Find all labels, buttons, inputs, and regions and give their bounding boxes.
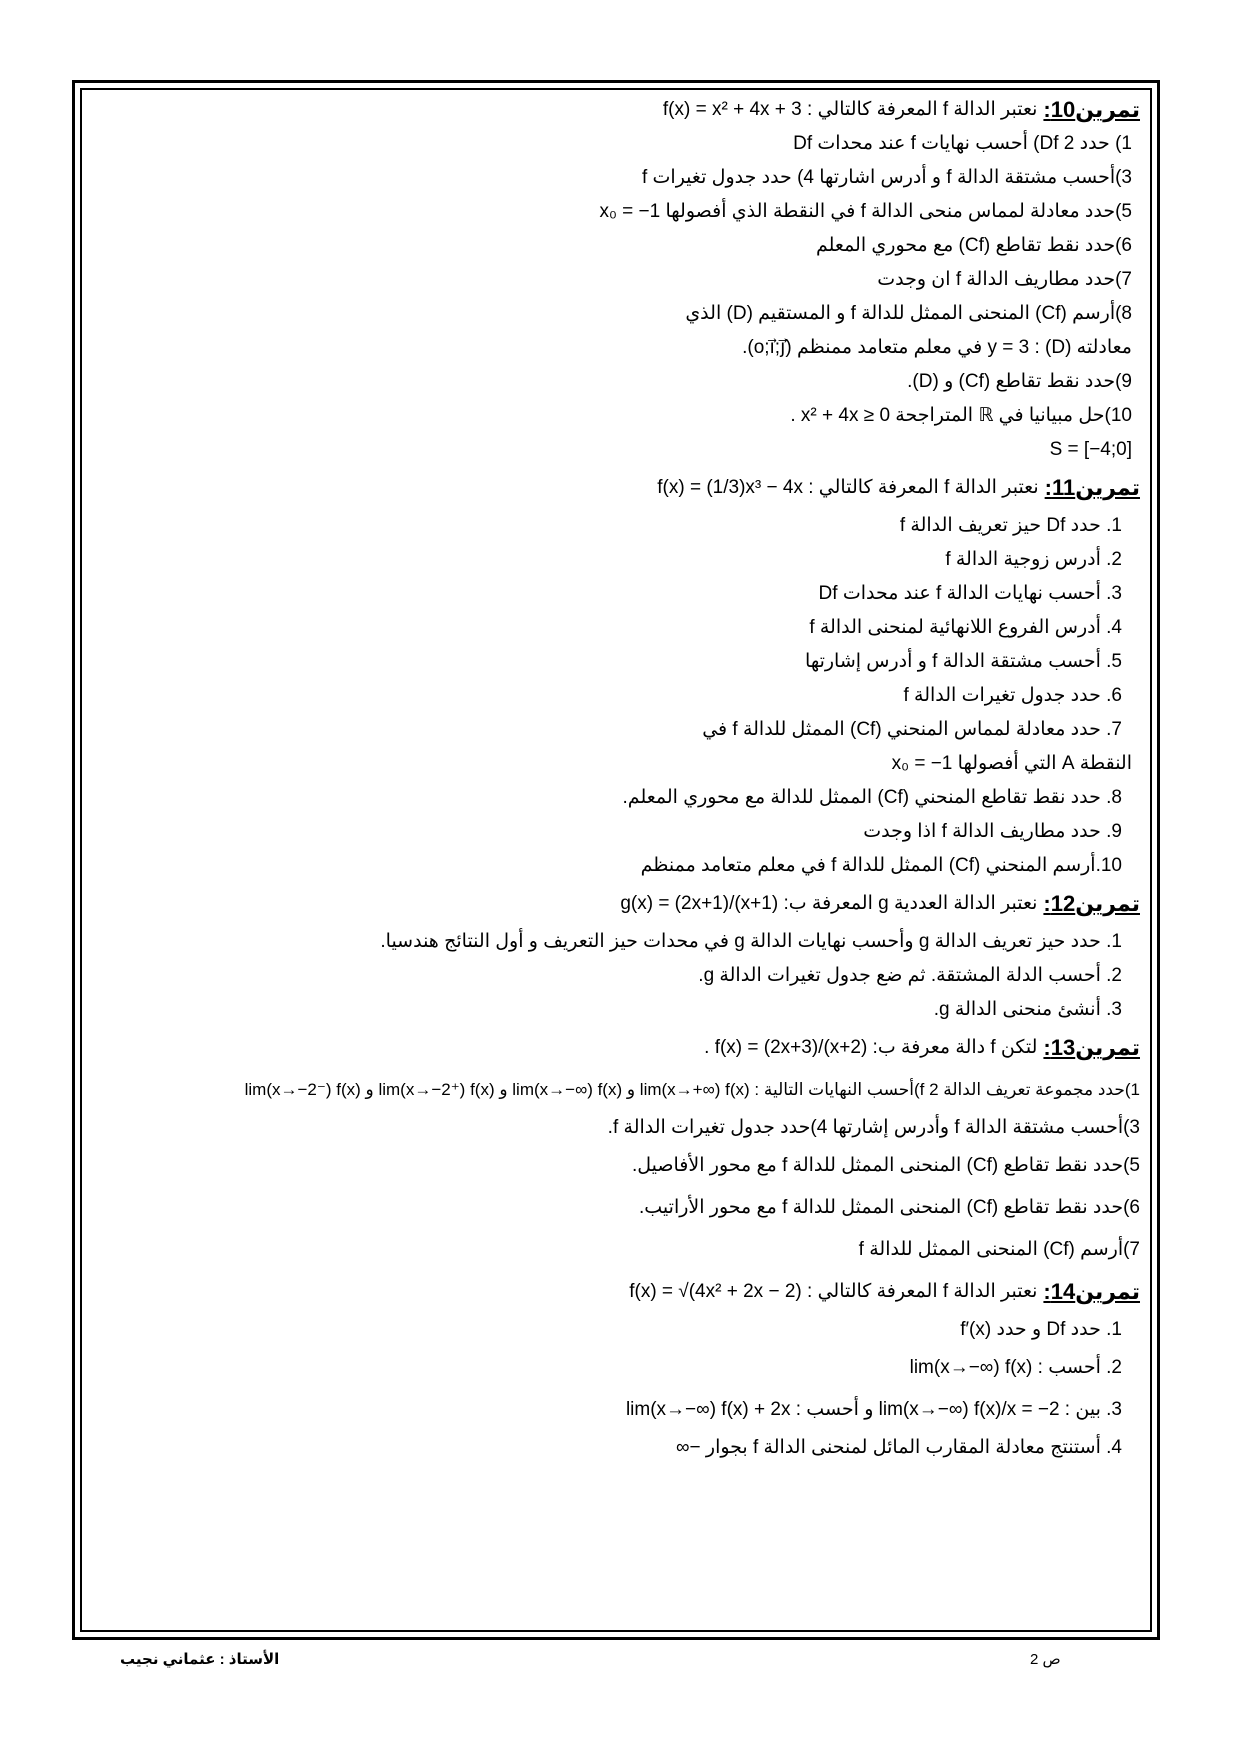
exercise-line: 6)حدد نقط تقاطع (Cf) المنحنى الممثل للدالة f مع محور الأراتيب. [638, 1196, 1140, 1218]
exercise-line: 3)أحسب مشتقة الدالة f و أدرس اشارتها 4) حدد جدول تغيرات f [641, 166, 1132, 188]
exercise-line: نعتبر الدالة f المعرفة كالتالي : f(x) = x² + 4x + 3 [662, 98, 1038, 120]
exercise-line: 7)حدد مطاريف الدالة f ان وجدت [877, 268, 1132, 290]
exercise-line: 1. حدد Df حيز تعريف الدالة f [899, 514, 1122, 536]
exercise-line: 6. حدد جدول تغيرات الدالة f [903, 684, 1122, 706]
exercise-line: 3. بين : lim(x→−∞) f(x)/x = −2 و أحسب : lim(x→−∞) f(x) + 2x [625, 1398, 1122, 1420]
exercise-header [100, 882, 1140, 924]
exercise-14 [100, 1270, 1140, 1464]
footer-author: الأستاذ : عثماني نجيب [120, 1651, 280, 1668]
exercise-line: 4. أدرس الفروع اللانهائية لمنحنى الدالة f [809, 616, 1122, 638]
exercise-line: 1) حدد Df 2) أحسب نهايات f عند محدات Df [793, 132, 1132, 154]
exercise-line: النقطة A التي أفصولها x₀ = −1 [891, 752, 1132, 774]
exercise-line: 8. حدد نقط تقاطع المنحني (Cf) الممثل للدالة مع محوري المعلم. [622, 786, 1122, 808]
exercise-line: 9. حدد مطاريف الدالة f اذا وجدت [863, 820, 1122, 842]
exercise-header [100, 92, 1140, 126]
solution-set: S = [−4;0] [1049, 438, 1132, 460]
exercise-line: 2. أدرس زوجية الدالة f [945, 548, 1122, 570]
exercise-line: 1. حدد Df و حدد f′(x) [960, 1318, 1122, 1340]
exercise-line: نعتبر الدالة f المعرفة كالتالي : f(x) = (1/3)x³ − 4x [657, 476, 1039, 498]
exercise-title: تمرين12: [1043, 890, 1140, 916]
exercise-line: 5)حدد معادلة لمماس منحى الدالة f في النقطة الذي أفصولها x₀ = −1 [599, 200, 1132, 222]
footer-page-number: ص 2 [1030, 1651, 1061, 1668]
exercise-line: 3)أحسب مشتقة الدالة f وأدرس إشارتها 4)حدد جدول تغيرات الدالة f. [607, 1116, 1140, 1138]
exercise-line: 1)حدد مجموعة تعريف الدالة f 2)أحسب النهايات التالية : lim(x→+∞) f(x) و lim(x→−∞) f(x) و lim(x→−2⁺) f(x) و lim(x→−2⁻) f(x) [244, 1079, 1140, 1099]
exercise-line: 2. أحسب الدلة المشتقة. ثم ضع جدول تغيرات الدالة g. [698, 964, 1122, 986]
exercise-title: تمرين10: [1043, 96, 1140, 122]
exercise-line: لتكن f دالة معرفة ب: f(x) = (2x+3)/(x+2) . [704, 1036, 1038, 1058]
exercise-line: 5. أحسب مشتقة الدالة f و أدرس إشارتها [805, 650, 1122, 672]
exercise-10 [100, 92, 1140, 466]
exercise-line: 8)أرسم (Cf) المنحنى الممثل للدالة f و المستقيم (D) الذي [685, 302, 1132, 324]
exercise-header [100, 1270, 1140, 1312]
exercise-line: 5)حدد نقط تقاطع (Cf) المنحنى الممثل للدالة f مع محور الأفاصيل. [631, 1154, 1140, 1176]
exercise-sheet [100, 92, 1140, 1464]
exercise-line: 9)حدد نقط تقاطع (Cf) و (D). [907, 370, 1132, 392]
exercise-line: 10)حل مبيانيا في ℝ المتراجحة x² + 4x ≥ 0 . [790, 404, 1132, 426]
exercise-title: تمرين13: [1043, 1034, 1140, 1060]
exercise-13 [100, 1026, 1140, 1270]
exercise-header [100, 1026, 1140, 1068]
exercise-line: 2. أحسب : lim(x→−∞) f(x) [909, 1356, 1122, 1378]
exercise-line: 3. أحسب نهايات الدالة f عند محدات Df [818, 582, 1122, 604]
exercise-title: تمرين14: [1043, 1278, 1140, 1304]
exercise-line: 3. أنشئ منحنى الدالة g. [933, 998, 1122, 1020]
exercise-header [100, 466, 1140, 508]
exercise-11 [100, 466, 1140, 882]
exercise-line: نعتبر الدالة العددية g المعرفة ب: g(x) = (2x+1)/(x+1) [620, 892, 1038, 914]
exercise-12 [100, 882, 1140, 1026]
exercise-line: نعتبر الدالة f المعرفة كالتالي : f(x) = √(4x² + 2x − 2) [629, 1280, 1038, 1302]
exercise-line: 7. حدد معادلة لمماس المنحني (Cf) الممثل للدالة f في [702, 718, 1122, 740]
exercise-line: 10.أرسم المنحني (Cf) الممثل للدالة f في معلم متعامد ممنظم [640, 854, 1122, 876]
exercise-title: تمرين11: [1044, 474, 1140, 500]
exercise-line: 1. حدد حيز تعريف الدالة g وأحسب نهايات الدالة g في محدات حيز التعريف و أول النتائج هندسيا. [380, 930, 1122, 952]
exercise-line: 4. أستنتج معادلة المقارب المائل لمنحنى الدالة f بجوار −∞ [675, 1436, 1122, 1458]
exercise-line: 6)حدد نقط تقاطع (Cf) مع محوري المعلم [815, 234, 1132, 256]
exercise-line: معادلته (D) : y = 3 في معلم متعامد ممنظم (o;i⃗;j⃗). [742, 336, 1132, 358]
exercise-line: 7)أرسم (Cf) المنحنى الممثل للدالة f [858, 1238, 1140, 1260]
